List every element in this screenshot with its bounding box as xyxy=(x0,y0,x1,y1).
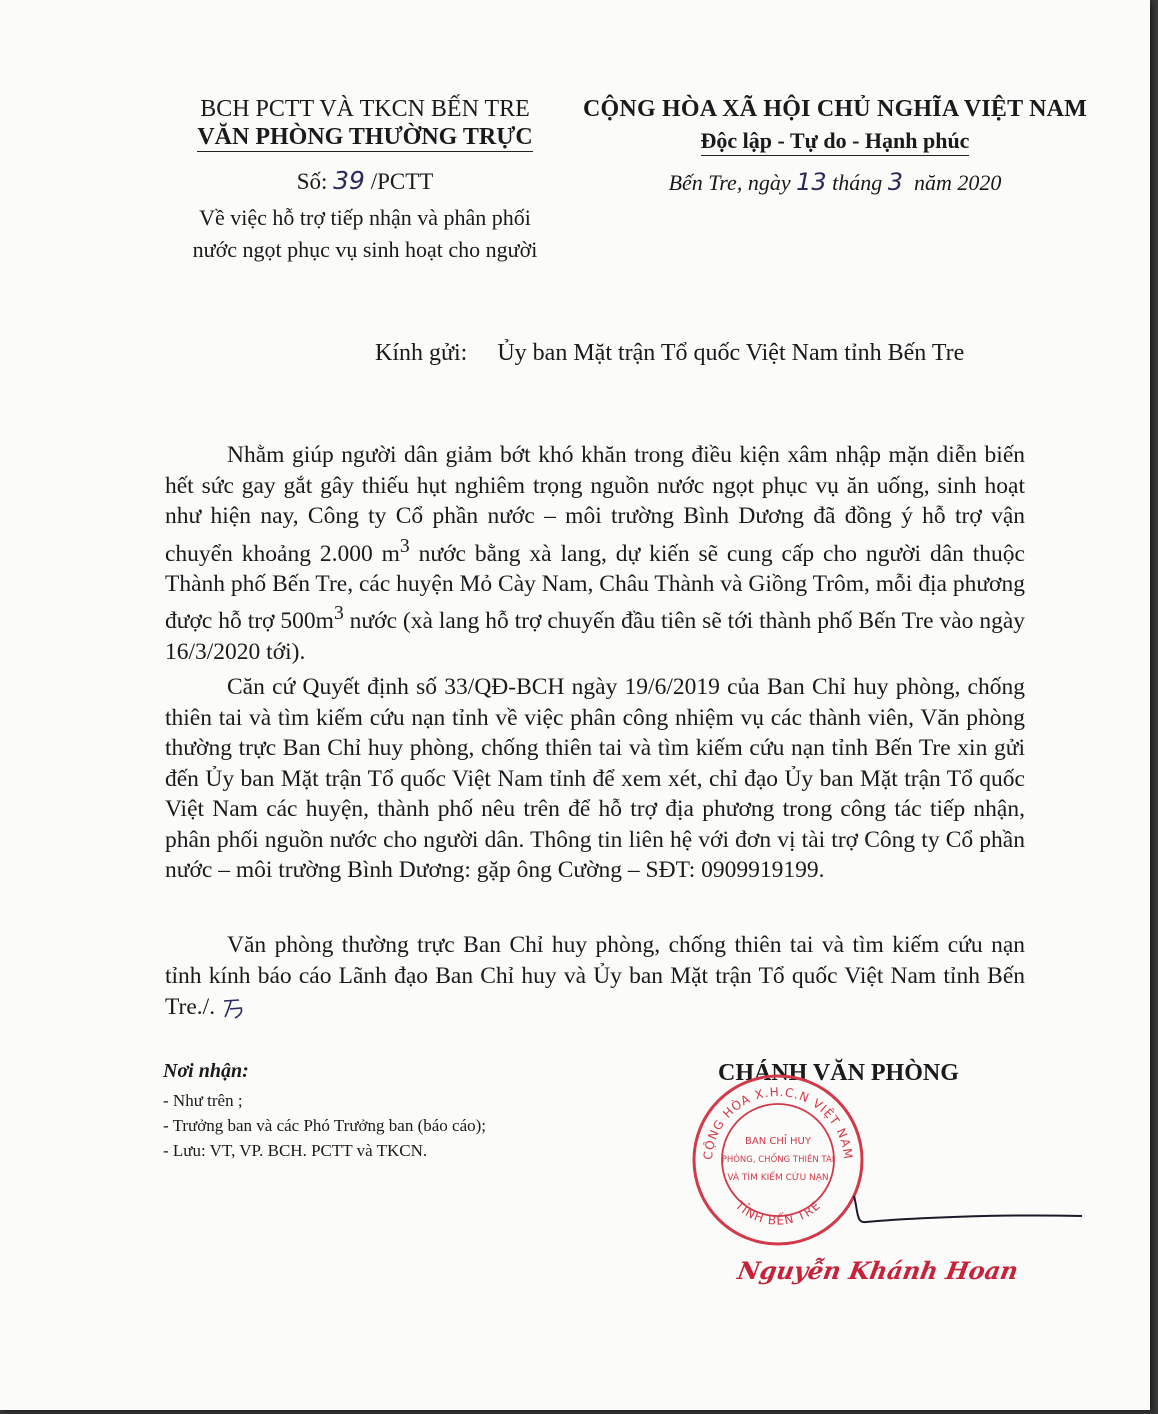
document-subject xyxy=(150,202,580,266)
date-prefix: Bến Tre, ngày xyxy=(668,170,791,195)
p1-part-b: nước bằng xà lang, dự kiến sẽ cung cấp cho người dân thuộc Thành phố Bến Tre, các huyện Mỏ Cày Nam, Châu Thành và Giồng Trôm, mỗi địa phương được hỗ trợ 500m xyxy=(165,540,1025,635)
office-name xyxy=(150,124,580,151)
national-motto xyxy=(570,128,1100,154)
recipients-item: - Như trên ; xyxy=(163,1091,243,1110)
p1-part-c: nước (xà lang hỗ trợ chuyến đầu tiên sẽ tới thành phố Bến Tre vào ngày 16/3/2020 tới). xyxy=(165,608,1026,665)
subject-line-2: nước ngọt phục vụ sinh hoạt cho người xyxy=(192,237,538,262)
recipients-list xyxy=(163,1088,486,1163)
agency-name: BCH PCTT VÀ TKCN BẾN TRE xyxy=(200,96,530,122)
seal-line-2: PHÒNG, CHỐNG THIÊN TAI xyxy=(721,1155,835,1165)
signer-title: CHÁNH VĂN PHÒNG xyxy=(718,1060,959,1086)
number-prefix: Số: xyxy=(296,169,328,194)
recipient-line xyxy=(375,340,964,367)
official-seal xyxy=(690,1072,865,1247)
seal-line-3: VÀ TÌM KIẾM CỨU NẠN xyxy=(727,1173,829,1183)
body-paragraph-3 xyxy=(165,930,1025,1023)
recipient-label: Kính gửi: xyxy=(375,340,468,366)
subject-line-1: Về việc hỗ trợ tiếp nhận và phân phối xyxy=(199,205,531,230)
recipients-title: Nơi nhận: xyxy=(163,1060,249,1082)
seal-ring-bottom: TỈNH BẾN TRE xyxy=(732,1198,824,1228)
body-paragraph-2 xyxy=(165,672,1025,886)
office-name-text: VĂN PHÒNG THƯỜNG TRỰC xyxy=(197,124,533,150)
p3-text: Văn phòng thường trực Ban Chỉ huy phòng, chống thiên tai và tìm kiếm cứu nạn tỉnh kính báo cáo Lãnh đạo Ban Chỉ huy và Ủy ban Mặt trận Tổ quốc Việt Nam tỉnh Bến Tre./. xyxy=(165,932,1025,1020)
p1-part-a: Nhằm giúp người dân giảm bớt khó khăn trong điều kiện xâm nhập mặn diễn biến hết sức gay gắt gây thiếu hụt nghiêm trọng nguồn nước ngọt phục vụ ăn uống, sinh hoạt như hiện nay, Công ty Cổ phần nước – môi trường Bình Dương đã đồng ý hỗ trợ vận chuyển khoảng 2.000 m xyxy=(165,442,1025,567)
document-date xyxy=(570,168,1100,196)
number-handwritten: 39 xyxy=(333,166,365,195)
document-number xyxy=(150,166,580,195)
signer-name: Nguyễn Khánh Hoan xyxy=(735,1256,1021,1285)
date-day: 13 xyxy=(796,168,827,196)
date-month: 3 xyxy=(887,168,904,196)
recipient-name: Ủy ban Mặt trận Tổ quốc Việt Nam tỉnh Bến Tre xyxy=(497,340,965,366)
recipients-item: - Lưu: VT, VP. BCH. PCTT và TKCN. xyxy=(163,1141,428,1160)
p1-superscript-2: 3 xyxy=(333,603,344,625)
signature-stroke xyxy=(850,1190,1090,1250)
p2-text: Căn cứ Quyết định số 33/QĐ-BCH ngày 19/6/2019 của Ban Chỉ huy phòng, chống thiên tai và tìm kiếm cứu nạn tỉnh về việc phân công nhiệm vụ các thành viên, Văn phòng thường trực Ban Chỉ huy phòng, chống thiên tai và tìm kiếm cứu nạn tỉnh Bến Tre xin gửi đến Ủy ban Mặt trận Tổ quốc Việt Nam tỉnh để xem xét, chỉ đạo Ủy ban Mặt trận Tổ quốc Việt Nam các huyện, thành phố nêu trên để hỗ trợ địa phương trong công tác tiếp nhận, phân phối nguồn nước cho người dân. Thông tin liên hệ với đơn vị tài trợ Công ty Cổ phần nước – môi trường Bình Dương: gặp ông Cường – SĐT: 0909919199. xyxy=(165,674,1025,883)
national-motto-text: Độc lập - Tự do - Hạnh phúc xyxy=(701,128,970,156)
p1-superscript-1: 3 xyxy=(399,535,410,557)
date-year: năm 2020 xyxy=(914,170,1002,195)
seal-ring-top: CỘNG HÒA X.H.C.N VIỆT NAM xyxy=(700,1084,856,1161)
number-suffix: /PCTT xyxy=(370,169,434,194)
date-month-label: tháng xyxy=(832,170,883,195)
svg-text:TỈNH BẾN TRE xyxy=(732,1197,824,1227)
body-paragraph-1 xyxy=(165,440,1025,667)
recipients-item: - Trưởng ban và các Phó Trưởng ban (báo cáo); xyxy=(163,1116,487,1135)
republic-name: CỘNG HÒA XÃ HỘI CHỦ NGHĨA VIỆT NAM xyxy=(583,96,1087,122)
seal-line-1: BAN CHỈ HUY xyxy=(745,1136,811,1147)
initial-mark xyxy=(221,992,247,1020)
